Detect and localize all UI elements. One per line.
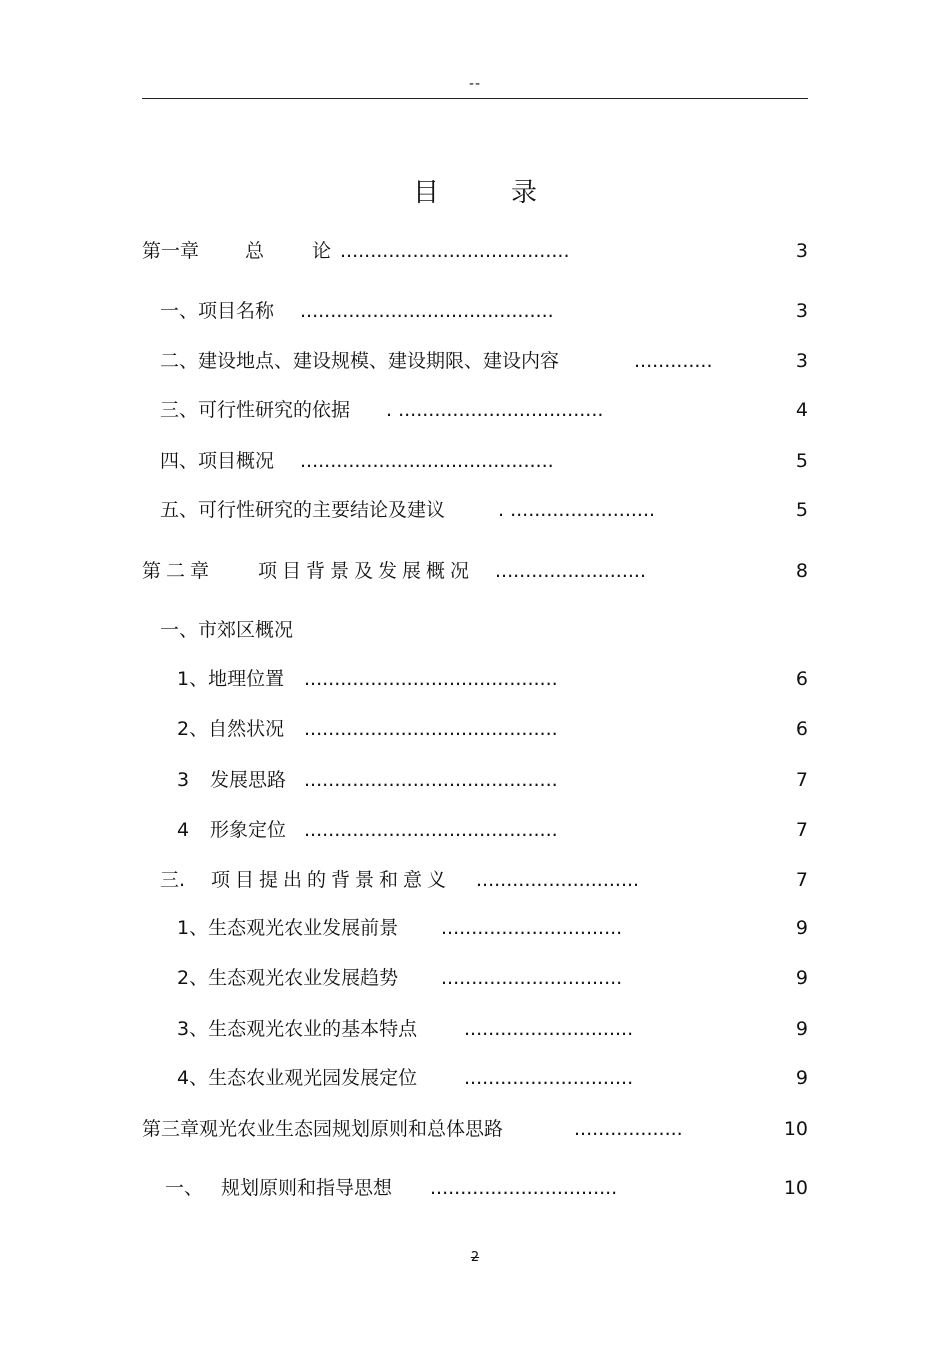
dot-leader: ............................ bbox=[464, 1018, 634, 1040]
toc-entry-section[interactable] bbox=[0, 1173, 950, 1203]
page-ref: 6 bbox=[795, 668, 808, 690]
page-ref: 7 bbox=[795, 819, 808, 841]
dot-leader: ...................................... bbox=[340, 240, 570, 262]
dot-leader: .............................. bbox=[441, 967, 623, 989]
page-ref: 5 bbox=[795, 499, 808, 521]
entry-label: 2、自然状况 bbox=[177, 718, 285, 740]
toc-entry-section[interactable] bbox=[0, 865, 950, 895]
dot-leader: .......................................... bbox=[304, 769, 558, 791]
page-ref: 7 bbox=[795, 769, 808, 791]
page-ref: 7 bbox=[795, 869, 808, 891]
entry-number: 一、 bbox=[165, 1177, 204, 1199]
header-mark: -- bbox=[468, 76, 482, 92]
entry-label: 4、生态农业观光园发展定位 bbox=[177, 1067, 418, 1089]
dot-leader: . ........................ bbox=[498, 499, 656, 521]
page-ref: 4 bbox=[795, 399, 808, 421]
chapter-title-part: 总 bbox=[245, 240, 265, 262]
entry-label: 规划原则和指导思想 bbox=[221, 1177, 393, 1199]
page-number: 2 bbox=[470, 1250, 480, 1265]
dot-leader: ............................... bbox=[430, 1177, 618, 1199]
page-ref: 9 bbox=[795, 1067, 808, 1089]
entry-label: 3、生态观光农业的基本特点 bbox=[177, 1018, 418, 1040]
header-rule bbox=[142, 98, 808, 99]
entry-number: 4 bbox=[177, 819, 190, 841]
toc-entry-chapter-1[interactable] bbox=[0, 236, 950, 266]
dot-leader: ......................... bbox=[495, 560, 646, 582]
toc-entry-chapter-3[interactable] bbox=[0, 1114, 950, 1144]
page-ref: 6 bbox=[795, 718, 808, 740]
toc-entry[interactable] bbox=[0, 495, 950, 525]
toc-entry[interactable] bbox=[0, 714, 950, 744]
dot-leader: .......................................... bbox=[304, 718, 558, 740]
toc-entry[interactable] bbox=[0, 346, 950, 376]
dot-leader: .......................................... bbox=[304, 819, 558, 841]
chapter-title: 第三章观光农业生态园规划原则和总体思路 bbox=[142, 1118, 504, 1140]
toc-entry[interactable] bbox=[0, 1014, 950, 1044]
toc-title bbox=[0, 172, 950, 209]
toc-entry[interactable] bbox=[0, 296, 950, 326]
entry-number: 三. bbox=[160, 869, 186, 891]
toc-entry[interactable] bbox=[0, 664, 950, 694]
page-ref: 10 bbox=[783, 1118, 808, 1140]
entry-label: 一、市郊区概况 bbox=[160, 619, 294, 641]
chapter-title: 项目背景及发展概况 bbox=[258, 560, 475, 582]
toc-title-left: 目 bbox=[412, 178, 439, 208]
toc-entry-section[interactable] bbox=[0, 615, 950, 645]
entry-label: 2、生态观光农业发展趋势 bbox=[177, 967, 399, 989]
toc-entry[interactable] bbox=[0, 765, 950, 795]
entry-number: 3 bbox=[177, 769, 190, 791]
dot-leader: .......................................... bbox=[300, 450, 554, 472]
toc-entry[interactable] bbox=[0, 1063, 950, 1093]
dot-leader: ............................ bbox=[464, 1067, 634, 1089]
toc-entry[interactable] bbox=[0, 446, 950, 476]
chapter-title-part: 论 bbox=[312, 240, 332, 262]
page-ref: 3 bbox=[795, 300, 808, 322]
toc-entry[interactable] bbox=[0, 913, 950, 943]
dot-leader: ............. bbox=[634, 350, 713, 372]
page-ref: 10 bbox=[783, 1177, 808, 1199]
entry-label: 1、生态观光农业发展前景 bbox=[177, 917, 399, 939]
entry-label: 形象定位 bbox=[210, 819, 287, 841]
chapter-number: 第二章 bbox=[142, 560, 215, 582]
toc-entry[interactable] bbox=[0, 815, 950, 845]
toc-entry[interactable] bbox=[0, 395, 950, 425]
chapter-number: 第一章 bbox=[142, 240, 200, 262]
entry-label: 项目提出的背景和意义 bbox=[211, 869, 452, 891]
dot-leader: .................. bbox=[574, 1118, 683, 1140]
toc-entry[interactable] bbox=[0, 963, 950, 993]
toc-title-right: 录 bbox=[511, 178, 538, 208]
page-ref: 3 bbox=[795, 350, 808, 372]
entry-label: 发展思路 bbox=[210, 769, 287, 791]
entry-label: 二、建设地点、建设规模、建设期限、建设内容 bbox=[160, 350, 560, 372]
dot-leader: ........................... bbox=[476, 869, 640, 891]
entry-label: 一、项目名称 bbox=[160, 300, 275, 322]
entry-label: 四、项目概况 bbox=[160, 450, 275, 472]
entry-label: 1、地理位置 bbox=[177, 668, 285, 690]
dot-leader: .............................. bbox=[441, 917, 623, 939]
page-ref: 5 bbox=[795, 450, 808, 472]
entry-label: 三、可行性研究的依据 bbox=[160, 399, 351, 421]
page-ref: 3 bbox=[795, 240, 808, 262]
page-ref: 9 bbox=[795, 967, 808, 989]
page-ref: 8 bbox=[795, 560, 808, 582]
entry-label: 五、可行性研究的主要结论及建议 bbox=[160, 499, 446, 521]
dot-leader: . .................................. bbox=[386, 399, 604, 421]
dot-leader: .......................................... bbox=[300, 300, 554, 322]
page-ref: 9 bbox=[795, 917, 808, 939]
toc-entry-chapter-2[interactable] bbox=[0, 556, 950, 586]
dot-leader: .......................................... bbox=[304, 668, 558, 690]
page-ref: 9 bbox=[795, 1018, 808, 1040]
